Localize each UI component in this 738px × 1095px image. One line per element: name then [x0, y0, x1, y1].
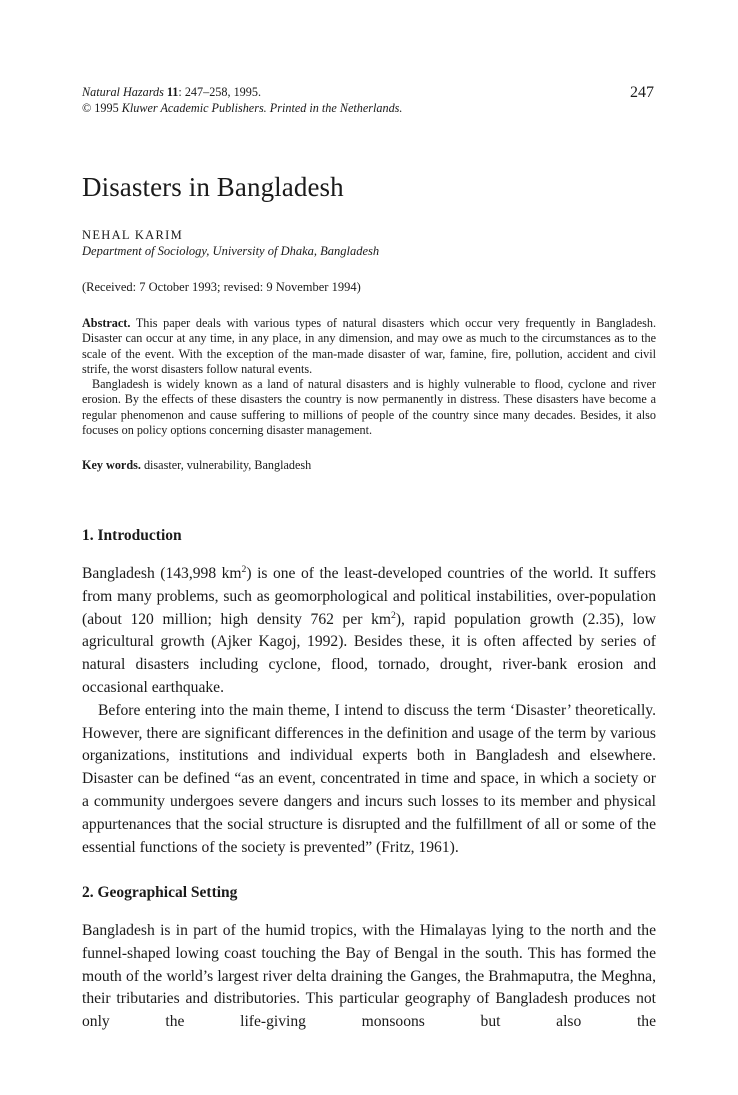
- author-name: NEHAL KARIM: [82, 228, 183, 242]
- intro-text-b: ) is one of the least-developed countries of the world. It suffers from many problems, such as geomorphological and political instabilities, over-population (about 120 million; high density 762 per km: [82, 565, 656, 628]
- abstract: [82, 316, 656, 438]
- introduction-paragraph-1: [82, 563, 656, 700]
- journal-citation: [82, 84, 261, 100]
- geographical-paragraph-1: Bangladesh is in part of the humid tropics, with the Himalayas lying to the north and the funnel-shaped lowing coast touching the Bay of Bengal in the south. This has formed the mouth of the world’s largest river delta draining the Ganges, the Brahmaputra, the Meghna, their tributaries and distributories. This particular geography of Bangladesh produces not only the life-giving monsoons but also the: [82, 922, 656, 1031]
- keywords-text: disaster, vulnerability, Bangladesh: [143, 458, 312, 472]
- keywords: [82, 458, 311, 473]
- copyright-line: [82, 100, 402, 116]
- abstract-label: Abstract.: [82, 316, 131, 330]
- abstract-text-1: This paper deals with various types of natural disasters which occur very frequently in Bangladesh. Disaster can occur at any time, in any place, in any dimension, and may owe as much to the circumstances as to the scale of the event. With the exception of the man-made disaster of war, famine, fire, pollution, accident and civil strife, the worst disasters follow natural events.: [82, 316, 656, 376]
- author-affiliation: Department of Sociology, University of Dhaka, Bangladesh: [82, 244, 380, 258]
- keywords-label: Key words.: [82, 458, 141, 472]
- geographical-setting-body: [82, 920, 656, 1034]
- introduction-body: [82, 563, 656, 859]
- abstract-paragraph-2: Bangladesh is widely known as a land of natural disasters and is highly vulnerable to flood, cyclone and river erosion. By the effects of these disasters the country is now permanently in distress. These disasters have become a regular phenomenon and cause suffering to millions of people of the country since many decades. Besides, it also focuses on policy options concerning disaster management.: [82, 377, 656, 438]
- journal-name: Natural Hazards: [82, 85, 164, 99]
- introduction-paragraph-2: Before entering into the main theme, I intend to discuss the term ‘Disaster’ theoretically. However, there are significant differences in the definition and usage of the term by various organizations, institutions and individual experts both in Bangladesh and elsewhere. Disaster can be defined “as an event, concentrated in time and space, in which a society or a community undergoes severe dangers and incurs such losses to its member and physical appurtenances that the social structure is disrupted and the fulfillment of all or some of the essential functions of the society is prevented” (Fritz, 1961).: [82, 701, 656, 856]
- intro-text-a: Bangladesh (143,998 km: [82, 565, 242, 582]
- page-number: 247: [630, 84, 654, 101]
- journal-volume: 11: [166, 85, 179, 99]
- section-heading-introduction: 1. Introduction: [82, 527, 182, 544]
- journal-pages-year: : 247–258, 1995.: [178, 85, 262, 99]
- section-heading-geographical-setting: 2. Geographical Setting: [82, 884, 238, 901]
- abstract-paragraph-1: [82, 316, 656, 377]
- received-dates: (Received: 7 October 1993; revised: 9 November 1994): [82, 280, 361, 294]
- superscript: 2: [241, 563, 247, 575]
- publisher: Kluwer Academic Publishers. Printed in the Netherlands.: [121, 101, 403, 115]
- copyright-year: © 1995: [82, 101, 119, 115]
- article-title: Disasters in Bangladesh: [82, 172, 344, 202]
- intro-text-c: ), rapid population growth (2.35), low agricultural growth (Ajker Kagoj, 1992). Besides these, it is often affected by series of natural disasters including cyclone, flood, tornado, drought, river-bank erosion and occasional earthquake.: [82, 610, 656, 696]
- superscript: 2: [391, 609, 396, 621]
